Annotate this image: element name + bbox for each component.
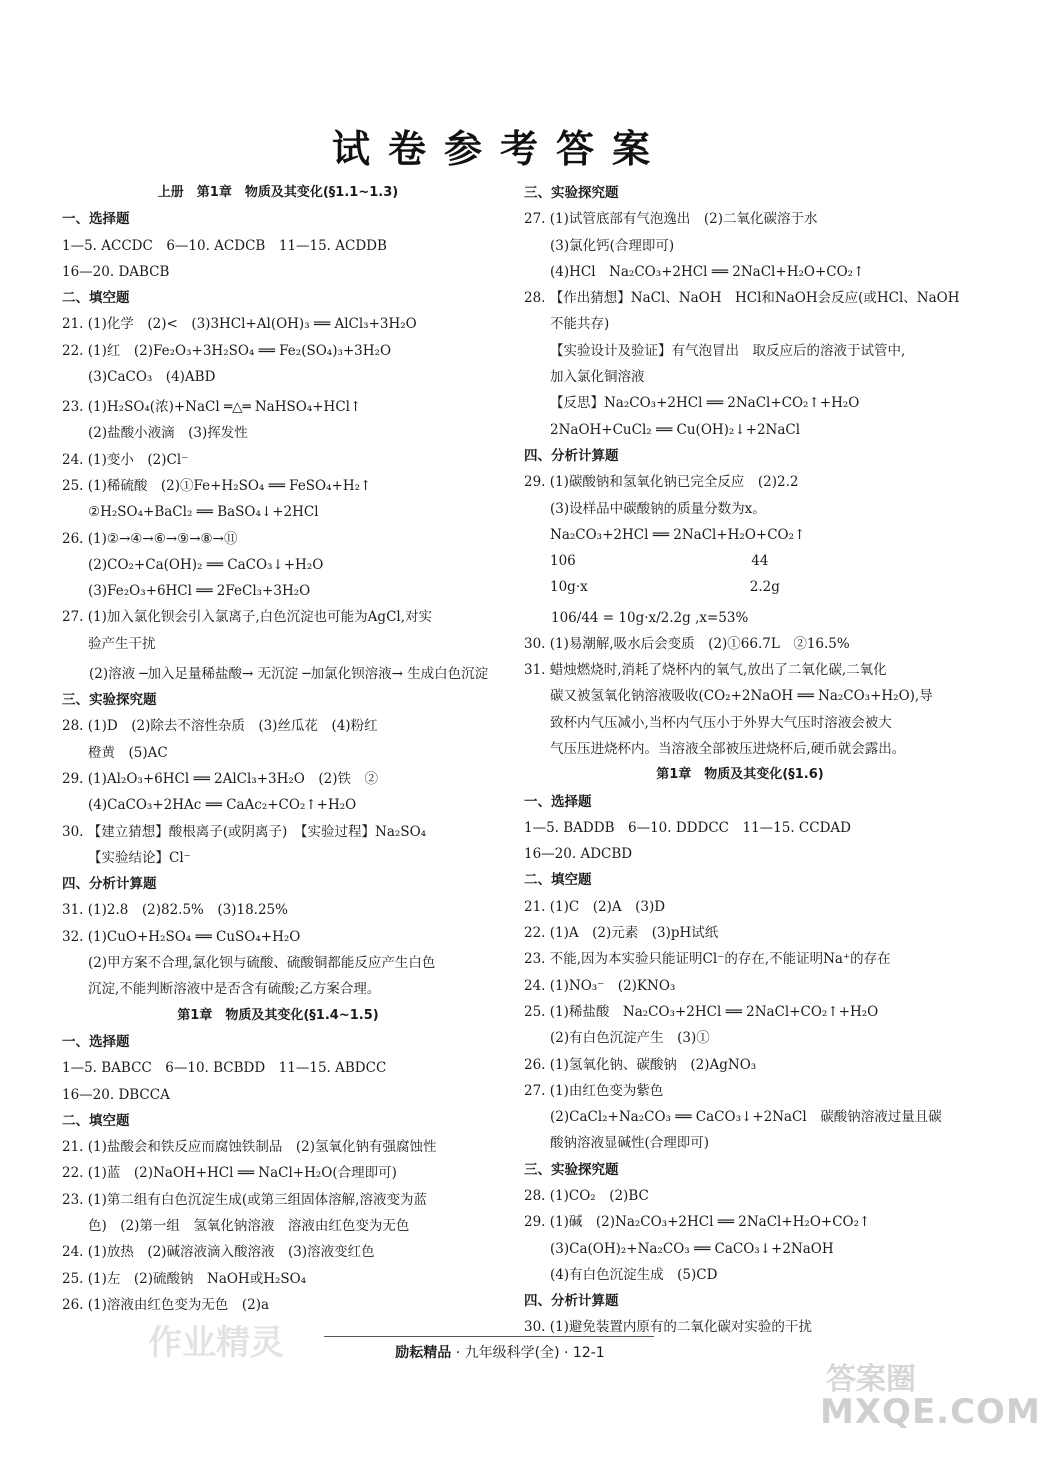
watermark-logo: 答案圈: [826, 1362, 916, 1397]
answer-line: (3)CaCO₃ (4)ABD: [88, 369, 216, 386]
answer-line: (4)CaCO₃+2HAc ══ CaAc₂+CO₂↑+H₂O: [88, 797, 357, 814]
section-heading: 一、选择题: [62, 1033, 130, 1050]
section-heading: 三、实验探究题: [524, 185, 619, 201]
answer-line: (2)CaCl₂+Na₂CO₃ ══ CaCO₃↓+2NaCl 碳酸钠溶液过量且碳: [550, 1109, 942, 1126]
answer-line: 21. (1)C (2)A (3)D: [524, 898, 666, 915]
answer-line: 不能共存): [550, 316, 610, 333]
footer-page: · 12-1: [564, 1345, 605, 1361]
answer-line: ②H₂SO₄+BaCl₂ ══ BaSO₄↓+2HCl: [88, 504, 319, 521]
answer-line: (3)Fe₂O₃+6HCl ══ 2FeCl₃+3H₂O: [88, 583, 311, 600]
answer-line: 26. (1)氢氧化钠、碳酸钠 (2)AgNO₃: [524, 1056, 757, 1073]
footer-rule: [324, 1336, 654, 1337]
answer-line: 22. (1)红 (2)Fe₂O₃+3H₂SO₄ ══ Fe₂(SO₄)₃+3H₂O: [62, 342, 392, 359]
answer-line: 21. (1)盐酸会和铁反应而腐蚀铁制品 (2)氢氧化钠有强腐蚀性: [62, 1139, 437, 1156]
answer-line: 106 44: [550, 553, 769, 570]
page-title: 试卷参考答案: [331, 127, 668, 171]
chapter-heading: 上册 第1章 物质及其变化(§1.1~1.3): [157, 185, 399, 200]
watermark-url: MXQE.COM: [820, 1392, 1041, 1432]
answer-line: 24. (1)放热 (2)碱溶液滴入酸溶液 (3)溶液变红色: [62, 1244, 375, 1261]
answer-line: 24. (1)变小 (2)Cl⁻: [62, 451, 189, 468]
answer-line: 21. (1)化学 (2)< (3)3HCl+Al(OH)₃ ══ AlCl₃+3H₂O: [62, 316, 417, 333]
answer-line: 27. (1)由红色变为紫色: [524, 1082, 664, 1099]
answer-line: 16—20. DABCB: [62, 263, 170, 280]
answer-line: 23. 不能,因为本实验只能证明Cl⁻的存在,不能证明Na⁺的存在: [524, 951, 891, 968]
answer-line: 23. (1)H₂SO₄(浓)+NaCl ═△═ NaHSO₄+HCl↑: [62, 399, 362, 416]
answer-line: 沉淀,不能判断溶液中是否含有硫酸;乙方案合理。: [88, 981, 381, 998]
answer-line: 30. (1)易潮解,吸水后会变质 (2)①66.7L ②16.5%: [524, 635, 850, 652]
answer-line: 30. 【建立猜想】酸根离子(或阴离子) 【实验过程】Na₂SO₄: [62, 823, 427, 840]
answer-line: 29. (1)碳酸钠和氢氧化钠已完全反应 (2)2.2: [524, 474, 799, 491]
answer-line: (2)盐酸小液滴 (3)挥发性: [88, 425, 248, 442]
answer-line: (2)CO₂+Ca(OH)₂ ══ CaCO₃↓+H₂O: [88, 556, 324, 573]
answer-line: (4)HCl Na₂CO₃+2HCl ══ 2NaCl+H₂O+CO₂↑: [550, 263, 865, 280]
footer-brand: 励耘精品: [395, 1345, 452, 1361]
answer-line: 23. (1)第二组有白色沉淀生成(或第三组固体溶解,溶液变为蓝: [62, 1191, 427, 1208]
answer-line: (2)有白色沉淀产生 (3)①: [550, 1030, 710, 1047]
answer-line: 橙黄 (5)AC: [88, 744, 168, 761]
answer-line: 22. (1)A (2)元素 (3)pH试纸: [524, 925, 719, 942]
answer-line: 1—5. BADDB 6—10. DDDCC 11—15. CCDAD: [524, 819, 851, 836]
answer-line: 29. (1)Al₂O₃+6HCl ══ 2AlCl₃+3H₂O (2)铁 ②: [62, 770, 378, 787]
answer-line: 酸钠溶液显碱性(合理即可): [550, 1135, 710, 1152]
answer-line: 25. (1)左 (2)硫酸钠 NaOH或H₂SO₄: [62, 1270, 307, 1287]
section-heading: 二、填空题: [62, 1112, 130, 1129]
answer-line: (3)设样品中碳酸钠的质量分数为x。: [550, 500, 766, 517]
answer-line: 27. (1)试管底部有气泡逸出 (2)二氧化碳溶于水: [524, 211, 818, 228]
answer-line: 31. 蜡烛燃烧时,消耗了烧杯内的氧气,放出了二氧化碳,二氧化: [524, 662, 887, 679]
answer-line: 1—5. BABCC 6—10. BCBDD 11—15. ABDCC: [62, 1060, 387, 1077]
answer-line: 16—20. DBCCA: [62, 1086, 170, 1103]
footer-separator: ·: [455, 1345, 461, 1361]
answer-line: 30. (1)避免装置内原有的二氧化碳对实验的干扰: [524, 1319, 812, 1336]
answer-line: 气压压进烧杯内。当溶液全部被压进烧杯后,硬币就会露出。: [550, 740, 906, 757]
watermark-stamp: 作业精灵: [148, 1323, 284, 1363]
chapter-heading: 第1章 物质及其变化(§1.6): [656, 767, 824, 783]
answer-line: 32. (1)CuO+H₂SO₄ ══ CuSO₄+H₂O: [62, 928, 301, 945]
answer-line: 26. (1)②→④→⑥→⑨→⑧→⑪: [62, 530, 238, 547]
answer-line: 加入氯化铜溶液: [550, 369, 645, 386]
answer-line: Na₂CO₃+2HCl ══ 2NaCl+H₂O+CO₂↑: [550, 526, 806, 543]
answer-line: 2NaOH+CuCl₂ ══ Cu(OH)₂↓+2NaCl: [550, 421, 801, 438]
answer-line: 27. (1)加入氯化钡会引入氯离子,白色沉淀也可能为AgCl,对实: [62, 609, 433, 626]
answer-line: (4)有白色沉淀生成 (5)CD: [550, 1266, 718, 1283]
answer-line: 28. 【作出猜想】NaCl、NaOH HCl和NaOH会反应(或HCl、NaOH: [524, 290, 960, 307]
section-heading: 三、实验探究题: [62, 692, 157, 709]
answer-line: 29. (1)碱 (2)Na₂CO₃+2HCl ══ 2NaCl+H₂O+CO₂↑: [524, 1214, 871, 1231]
answer-line: 31. (1)2.8 (2)82.5% (3)18.25%: [62, 902, 288, 919]
section-heading: 一、选择题: [524, 793, 592, 810]
answer-line: 1—5. ACCDC 6—10. ACDCB 11—15. ACDDB: [62, 237, 387, 254]
answer-line: 106/44 = 10g·x/2.2g ,x=53%: [524, 609, 749, 626]
answer-line: (3)氯化钙(合理即可): [550, 237, 675, 254]
answer-line: 色) (2)第一组 氢氧化钠溶液 溶液由红色变为无色: [88, 1217, 410, 1234]
answer-line: 【实验结论】Cl⁻: [88, 849, 191, 866]
section-heading: 三、实验探究题: [524, 1161, 619, 1178]
answer-line: 【反思】Na₂CO₃+2HCl ══ 2NaCl+CO₂↑+H₂O: [550, 395, 860, 412]
left-column: [62, 180, 494, 1318]
section-heading: 二、填空题: [524, 872, 592, 889]
answer-line: 验产生干扰: [88, 635, 156, 652]
answer-line: 26. (1)溶液由红色变为无色 (2)a: [62, 1296, 270, 1313]
answer-line: 25. (1)稀硫酸 (2)①Fe+H₂SO₄ ══ FeSO₄+H₂↑: [62, 477, 372, 494]
answer-line: 28. (1)CO₂ (2)BC: [524, 1187, 649, 1204]
answer-line: 致杯内气压减小,当杯内气压小于外界大气压时溶液会被大: [550, 714, 892, 731]
answer-line: 碳又被氢氧化钠溶液吸收(CO₂+2NaOH ══ Na₂CO₃+H₂O),导: [550, 688, 933, 705]
answer-line: 28. (1)D (2)除去不溶性杂质 (3)丝瓜花 (4)粉红: [62, 718, 378, 735]
answer-line: 22. (1)蓝 (2)NaOH+HCl ══ NaCl+H₂O(合理即可): [62, 1165, 397, 1182]
answer-line: 25. (1)稀盐酸 Na₂CO₃+2HCl ══ 2NaCl+CO₂↑+H₂O: [524, 1003, 879, 1020]
answer-line: 10g·x 2.2g: [550, 579, 780, 596]
footer-book: 九年级科学(全): [464, 1345, 560, 1361]
answer-line: (2)甲方案不合理,氯化钡与硫酸、硫酸铜都能反应产生白色: [88, 955, 436, 972]
answer-line: (3)Ca(OH)₂+Na₂CO₃ ══ CaCO₃↓+2NaOH: [550, 1240, 834, 1257]
answer-line: (2)溶液 ─加入足量稀盐酸→ 无沉淀 ─加氯化钡溶液→ 生成白色沉淀: [62, 666, 489, 683]
section-heading: 一、选择题: [62, 211, 130, 228]
right-column: [524, 180, 960, 1341]
section-heading: 四、分析计算题: [524, 447, 619, 464]
answer-line: 【实验设计及验证】有气泡冒出 取反应后的溶液于试管中,: [550, 342, 906, 359]
section-heading: 四、分析计算题: [524, 1293, 619, 1310]
chapter-heading: 第1章 物质及其变化(§1.4~1.5): [177, 1007, 379, 1023]
section-heading: 四、分析计算题: [62, 876, 157, 893]
answer-line: 16—20. ADCBD: [524, 846, 633, 863]
answer-line: 24. (1)NO₃⁻ (2)KNO₃: [524, 977, 676, 994]
section-heading: 二、填空题: [62, 290, 130, 307]
